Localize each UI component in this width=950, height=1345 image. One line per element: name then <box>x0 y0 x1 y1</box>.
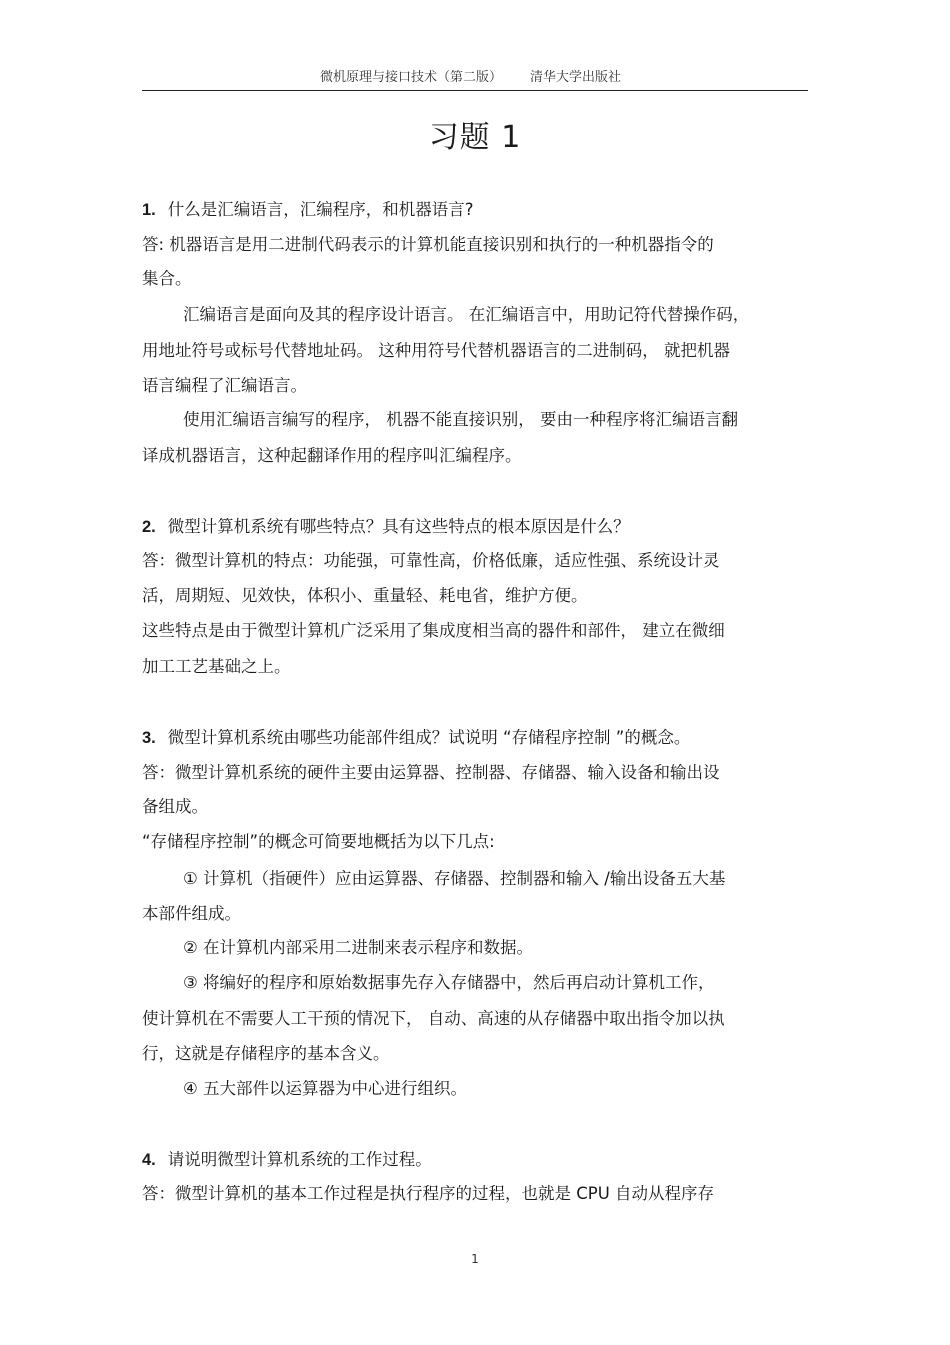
question-number: 3. <box>142 729 156 747</box>
answer-line: 答：微型计算机的基本工作过程是执行程序的过程，也就是 CPU 自动从程序存 <box>142 1184 715 1203</box>
answer-line: 语言编程了汇编语言。 <box>142 376 307 395</box>
answer-line: 用地址符号或标号代替地址码。 这种用符号代替机器语言的二进制码， 就把机器 <box>142 341 730 360</box>
header-publisher: 清华大学出版社 <box>530 70 622 85</box>
answer-line: 汇编语言是面向及其的程序设计语言。 在汇编语言中，用助记符代替操作码， <box>183 305 750 324</box>
answer-line: 译成机器语言，这种起翻译作用的程序叫汇编程序。 <box>142 446 522 465</box>
answer-line: 备组成。 <box>142 797 208 816</box>
question-text: 微型计算机系统由哪些功能部件组成？试说明 “存储程序控制 ”的概念。 <box>167 728 691 747</box>
question-number: 2. <box>142 518 156 536</box>
page-number: 1 <box>471 1252 479 1266</box>
answer-line: 集合。 <box>142 269 192 288</box>
question-text: 请说明微型计算机系统的工作过程。 <box>167 1150 432 1169</box>
answer-line: 加工工艺基础之上。 <box>142 657 291 676</box>
answer-line: ① 计算机（指硬件）应由运算器、存储器、控制器和输入 /输出设备五大基 <box>183 869 726 888</box>
answer-line: ④ 五大部件以运算器为中心进行组织。 <box>183 1079 468 1098</box>
question-3 <box>142 728 690 748</box>
question-1 <box>142 200 474 220</box>
answer-line: 使计算机在不需要人工干预的情况下， 自动、高速的从存储器中取出指令加以执 <box>142 1009 725 1028</box>
page-title: 习题 1 <box>428 120 522 155</box>
answer-line: 答: 机器语言是用二进制代码表示的计算机能直接识别和执行的一种机器指令的 <box>142 235 714 254</box>
answer-line: 行，这就是存储程序的基本含义。 <box>142 1044 390 1063</box>
page-header <box>142 64 808 91</box>
question-2 <box>142 517 630 537</box>
answer-line: “存储程序控制”的概念可简要地概括为以下几点: <box>142 832 495 851</box>
answer-line: 本部件组成。 <box>142 904 241 923</box>
answer-line: 答：微型计算机系统的硬件主要由运算器、控制器、存储器、输入设备和输出设 <box>142 763 720 782</box>
question-text: 什么是汇编语言，汇编程序，和机器语言? <box>167 200 474 219</box>
answer-line: ② 在计算机内部采用二进制来表示程序和数据。 <box>183 938 534 957</box>
answer-line: ③ 将编好的程序和原始数据事先存入存储器中，然后再启动计算机工作， <box>183 973 715 992</box>
question-4 <box>142 1150 432 1170</box>
header-book-title: 微机原理与接口技术（第二版） <box>320 70 503 85</box>
answer-line: 活，周期短、见效快，体积小、重量轻、耗电省，维护方便。 <box>142 586 588 605</box>
question-number: 4. <box>142 1151 156 1169</box>
answer-line: 这些特点是由于微型计算机广泛采用了集成度相当高的器件和部件， 建立在微细 <box>142 621 725 640</box>
question-text: 微型计算机系统有哪些特点？具有这些特点的根本原因是什么？ <box>167 517 630 536</box>
answer-line: 使用汇编语言编写的程序， 机器不能直接识别， 要由一种程序将汇编语言翻 <box>183 410 738 429</box>
question-number: 1. <box>142 201 156 219</box>
answer-line: 答：微型计算机的特点：功能强，可靠性高，价格低廉，适应性强、系统设计灵 <box>142 551 720 570</box>
